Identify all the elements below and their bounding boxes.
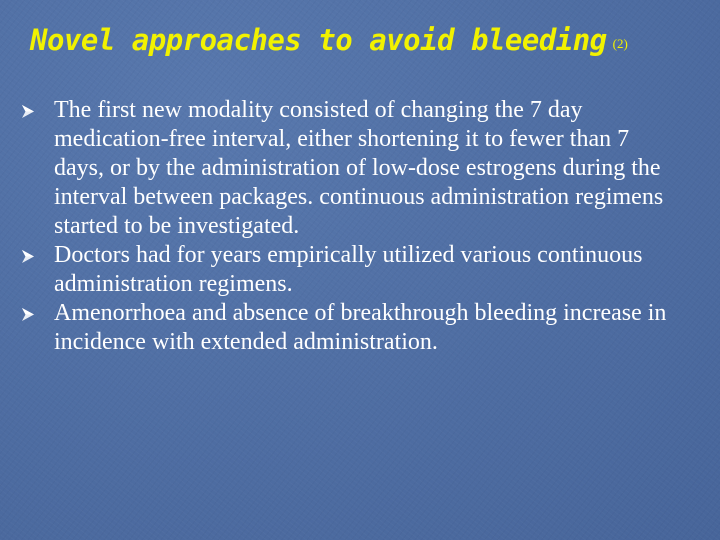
bullet-text: Doctors had for years empirically utilized various continuous administration regimens. [54,242,643,297]
bullet-text: The first new modality consisted of changing the 7 day medication-free interval, either shortening it to fewer than 7 days, or by the administration of low-dose estrogens during the interval between packages. continuous administration regimens started to be investigated. [54,97,664,239]
slide-title [30,20,700,64]
bullet-item [22,299,682,357]
arrowhead-bullet-icon [22,308,34,321]
bullet-list [22,96,682,357]
arrowhead-bullet-icon [22,250,34,263]
bullet-item [22,241,682,299]
bullet-item [22,96,682,241]
bullet-text: Amenorrhoea and absence of breakthrough bleeding increase in incidence with extended administration. [54,300,667,355]
slide-title-part-number: (2) [612,36,628,51]
slide-title-text: Novel approaches to avoid bleeding [30,23,607,57]
arrowhead-bullet-icon [22,105,34,118]
